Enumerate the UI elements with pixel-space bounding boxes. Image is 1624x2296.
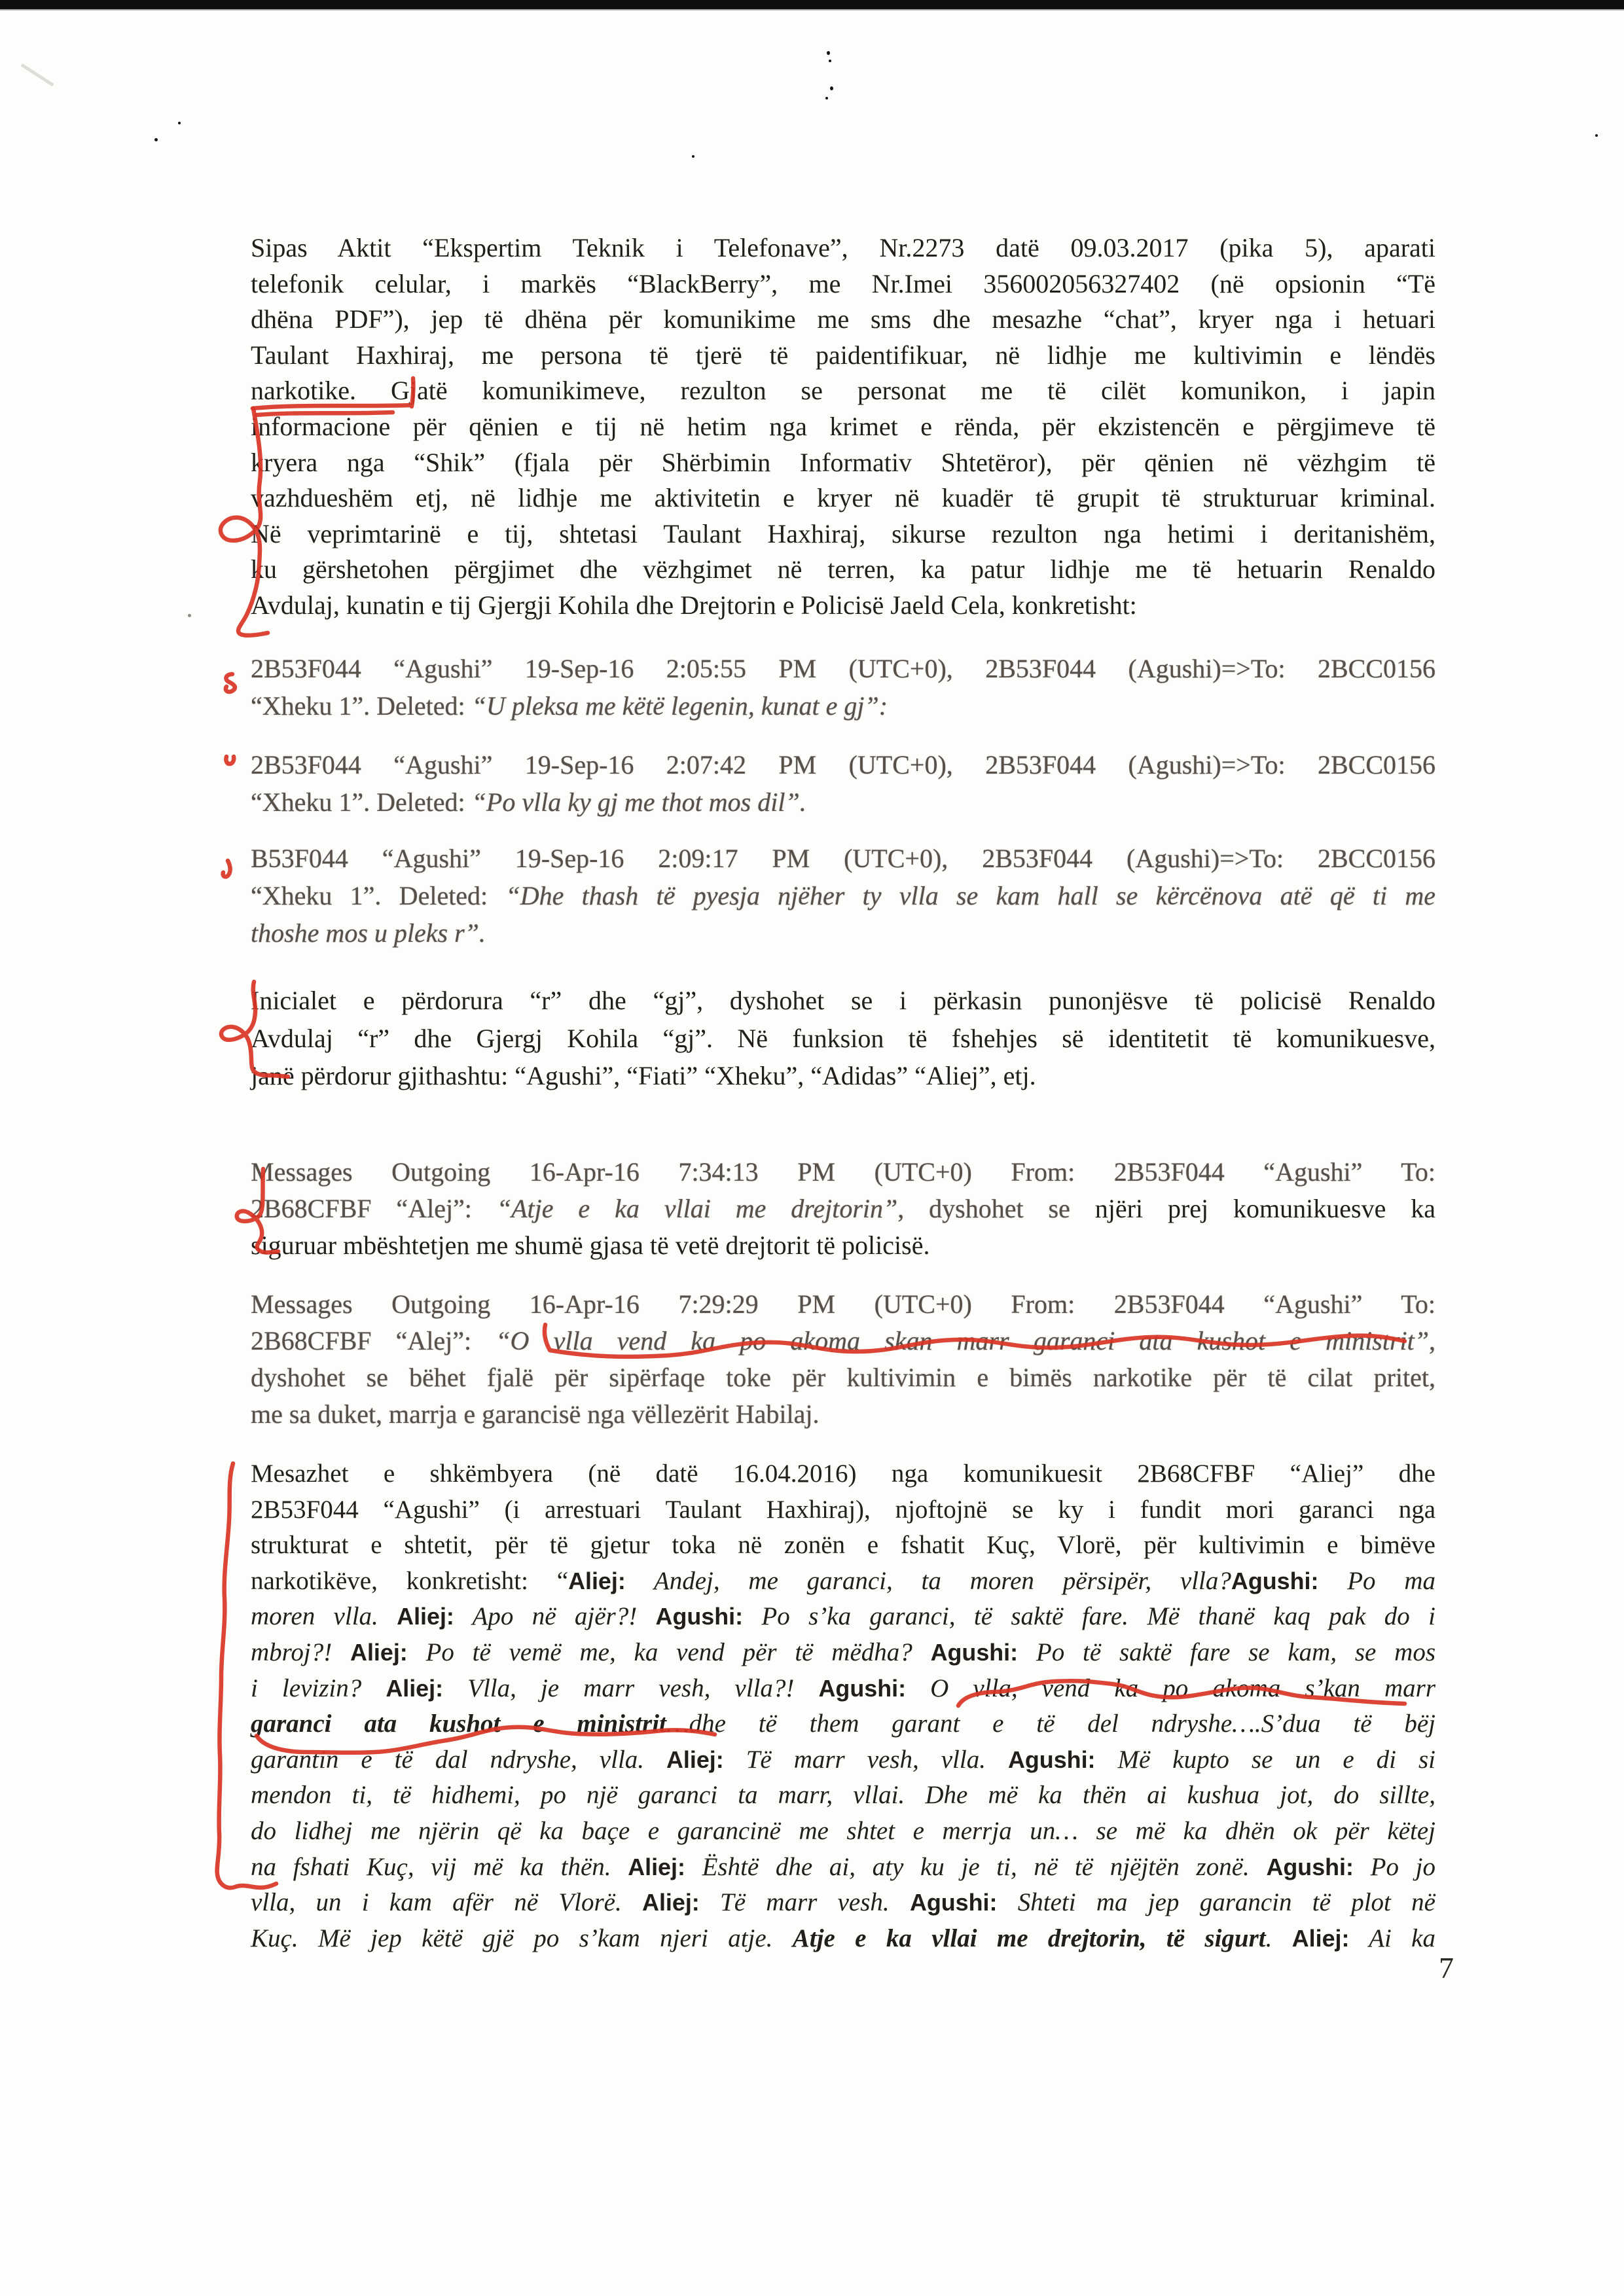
text-line xyxy=(251,1706,1435,1742)
text-line xyxy=(251,588,1435,624)
text-line xyxy=(251,1564,1435,1600)
text-segment: garantin e të dal ndryshe, vlla. xyxy=(251,1745,667,1774)
text-segment: Mesazhet e shkëmbyera (në datë 16.04.2016) nga komunikuesit 2B68CFBF “Aliej” dhe xyxy=(251,1460,1435,1488)
text-segment: Agushi: xyxy=(909,1890,998,1916)
text-segment: “Xheku 1”. Deleted: xyxy=(251,691,472,721)
paragraph-exchanged-messages xyxy=(251,1456,1435,1956)
text-line xyxy=(251,338,1435,374)
text-segment: Aliej: xyxy=(642,1890,700,1916)
scan-speck xyxy=(827,51,830,55)
text-line xyxy=(251,1778,1435,1814)
scan-speck xyxy=(692,155,695,158)
text-line xyxy=(251,230,1435,266)
text-segment: Agushi: xyxy=(930,1639,1019,1666)
text-line xyxy=(251,1020,1435,1058)
text-segment: Apo në ajër?! xyxy=(454,1602,656,1631)
text-line xyxy=(251,1154,1435,1191)
text-segment: thoshe mos u pleks r”. xyxy=(251,918,486,948)
text-segment: . xyxy=(1265,1924,1292,1952)
scan-speck xyxy=(830,86,833,90)
text-line xyxy=(251,1850,1435,1886)
text-segment: Aliej: xyxy=(397,1604,454,1630)
scan-speck xyxy=(188,614,191,617)
text-segment: Kuç. Më jep këtë gjë po s’kam njeri atje. xyxy=(251,1924,793,1952)
text-segment: na fshati Kuç, vij më ka thën. xyxy=(251,1852,628,1881)
text-segment: Agushi: xyxy=(655,1604,744,1630)
text-line xyxy=(251,982,1435,1020)
text-segment: Messages Outgoing 16-Apr-16 7:29:29 PM (UTC+0) From: 2B53F044 “Agushi” To: xyxy=(251,1289,1435,1319)
text-segment: mendon ti, të hidhemi, po një garanci ta marr, vllai. Dhe më ka thën ai kushua jot, do sillte, xyxy=(251,1781,1435,1810)
text-segment: vlla, un i kam afër në Vlorë. xyxy=(251,1888,643,1917)
text-segment: Aliej: xyxy=(666,1746,724,1773)
paragraph-initials xyxy=(251,982,1435,1095)
sms-entry-1 xyxy=(251,650,1435,725)
text-line xyxy=(251,1396,1435,1433)
sms-entry-3 xyxy=(251,840,1435,952)
text-segment: , xyxy=(1429,1326,1435,1355)
text-line xyxy=(251,1492,1435,1528)
text-line xyxy=(251,1286,1435,1323)
text-line xyxy=(251,1057,1435,1095)
red-mark-sms-1 xyxy=(226,674,235,692)
text-segment: Messages Outgoing 16-Apr-16 7:34:13 PM (UTC+0) From: 2B53F044 “Agushi” To: xyxy=(251,1157,1435,1187)
text-line xyxy=(251,1359,1435,1396)
text-segment: “Xheku 1”. Deleted: xyxy=(251,881,506,910)
text-segment: “U pleksa me këtë legenin, kunat e gj”: xyxy=(471,691,888,721)
text-segment: 2B53F044 “Agushi” 19-Sep-16 2:05:55 PM (UTC+0), 2B53F044 (Agushi)=>To: 2BCC0156 xyxy=(251,654,1435,683)
text-segment: informacione për qënien e tij në hetim nga krimet e rënda, për ekzistencën e përgjimeve të xyxy=(251,411,1435,441)
text-line xyxy=(251,1323,1435,1359)
text-segment: dyshohet se bëhet fjalë për sipërfaqe toke për kultivimin e bimës narkotike për të cilat pritet, xyxy=(251,1363,1435,1392)
text-segment: Më kupto se un e di si xyxy=(1095,1745,1435,1774)
text-segment: Po s’ka garanci, të saktë fare. Më thanë kaq pak do i xyxy=(743,1602,1435,1631)
text-segment: Agushi: xyxy=(818,1675,907,1702)
text-segment: 2B68CFBF “Alej”: xyxy=(251,1194,497,1223)
text-line xyxy=(251,1742,1435,1778)
text-segment: Agushi: xyxy=(1266,1854,1354,1880)
text-segment: 2B68CFBF “Alej”: xyxy=(251,1326,496,1355)
text-segment: narkotikëve, konkretisht: “ xyxy=(251,1566,569,1595)
text-segment: vazhdueshëm etj, në lidhje me aktivitetin e kryer në kuadër të grupit të strukturuar kriminal. xyxy=(251,483,1435,513)
text-segment: Të marr vesh, vlla. xyxy=(723,1745,1008,1774)
text-line xyxy=(251,1635,1435,1671)
text-segment: njëri prej komunikuesve ka xyxy=(1094,1194,1436,1223)
scan-speck xyxy=(154,138,158,141)
text-segment: Po jo xyxy=(1353,1852,1435,1881)
text-line xyxy=(251,266,1435,302)
text-segment: Vlla, je marr vesh, vlla?! xyxy=(443,1674,819,1702)
text-line xyxy=(251,302,1435,338)
text-segment: B53F044 “Agushi” 19-Sep-16 2:09:17 PM (UTC+0), 2B53F044 (Agushi)=>To: 2BCC0156 xyxy=(251,844,1435,873)
text-segment: “Dhe thash të pyesja njëher ty vlla se kam hall se kërcënova atë që ti me xyxy=(505,881,1435,910)
text-segment: Është dhe ai, aty ku je ti, në të njëjtën zonë. xyxy=(685,1852,1267,1881)
text-segment: Po ma xyxy=(1318,1566,1436,1595)
text-segment: strukturat e shtetit, për të gjetur toka në zonën e fshatit Kuç, Vlorë, për kultivimin e bimëve xyxy=(251,1531,1435,1560)
text-segment: 2B53F044 “Agushi” (i arrestuari Taulant Haxhiraj), njoftojnë se ky i fundit mori garanci nga xyxy=(251,1495,1435,1524)
text-line xyxy=(251,1671,1435,1707)
text-segment: Sipas Aktit “Ekspertim Teknik i Telefonave”, Nr.2273 datë 09.03.2017 (pika 5), aparati xyxy=(251,233,1435,262)
scan-speck xyxy=(1595,134,1598,137)
text-line xyxy=(251,1814,1435,1850)
text-segment: i levizin? xyxy=(251,1674,386,1702)
text-line xyxy=(251,409,1435,445)
text-line xyxy=(251,1227,1435,1264)
scan-speck xyxy=(829,60,831,62)
text-segment: Shteti ma jep garancin të plot në xyxy=(997,1888,1435,1917)
text-line xyxy=(251,1191,1435,1227)
text-segment: Agushi: xyxy=(1007,1746,1096,1773)
text-line xyxy=(251,746,1435,783)
text-segment: O vlla, vend ka po akoma s’kan marr xyxy=(906,1674,1436,1702)
text-segment: Të marr vesh. xyxy=(699,1888,910,1917)
scan-speck xyxy=(825,97,828,99)
message-outgoing-73413 xyxy=(251,1154,1435,1264)
text-segment: Aliej: xyxy=(628,1854,685,1880)
paragraph-expert-act xyxy=(251,230,1435,624)
sms-entry-2 xyxy=(251,746,1435,821)
text-segment: Ai ka xyxy=(1349,1924,1435,1952)
text-segment: Inicialet e përdorura “r” dhe “gj”, dyshohet se i përkasin punonjësve të policisë Renaldo xyxy=(251,986,1435,1015)
text-segment: “Po vlla ky gj me thot mos dil”. xyxy=(471,787,806,817)
text-segment: , dyshohet se xyxy=(897,1194,1095,1223)
text-segment: kryera nga “Shik” (fjala për Shërbimin Informativ Shtetëror), për qënien në vëzhgim të xyxy=(251,447,1435,477)
text-line xyxy=(251,480,1435,516)
text-segment: Aliej: xyxy=(568,1568,626,1594)
text-segment: Avdulaj “r” dhe Gjergj Kohila “gj”. Në funksion të fshehjes së identitetit të komunikuesve, xyxy=(251,1023,1435,1053)
text-segment: Taulant Haxhiraj, me persona të tjerë të paidentifikuar, në lidhje me kultivimin e lëndës xyxy=(251,340,1435,370)
text-segment: dhëna PDF”), jep të dhëna për komunikime me sms dhe mesazhe “chat”, kryer nga i hetuari xyxy=(251,304,1435,334)
text-segment: siguruar mbështetjen me shumë gjasa të vetë drejtorit të policisë. xyxy=(251,1230,930,1260)
text-line xyxy=(251,516,1435,552)
scan-speck xyxy=(178,122,181,124)
text-segment: narkotike. Gjatë komunikimeve, rezulton se personat me të cilët komunikon, i japin xyxy=(251,376,1435,406)
scanner-edge-artifact xyxy=(0,0,1624,9)
text-line xyxy=(251,1885,1435,1921)
scan-smudge xyxy=(20,63,54,87)
text-line xyxy=(251,914,1435,952)
red-mark-sms-2 xyxy=(226,757,234,764)
text-line xyxy=(251,687,1435,725)
page-number: 7 xyxy=(1439,1951,1454,1984)
text-line xyxy=(251,1456,1435,1492)
text-line xyxy=(251,1921,1435,1957)
text-segment: Në veprimtarinë e tij, shtetasi Taulant Haxhiraj, sikurse rezulton nga hetimi i deritanishëm, xyxy=(251,518,1435,548)
message-outgoing-72929 xyxy=(251,1286,1435,1433)
text-segment: me sa duket, marrja e garancisë nga vëllezërit Habilaj. xyxy=(251,1399,820,1429)
text-segment: Andej, me garanci, ta moren përsipër, vlla? xyxy=(625,1566,1231,1595)
text-line xyxy=(251,877,1435,914)
red-mark-sms-3 xyxy=(223,861,230,877)
text-segment: “Atje e ka vllai me drejtorin” xyxy=(496,1194,898,1223)
text-line xyxy=(251,373,1435,409)
text-segment: Atje e ka vllai me drejtorin, të sigurt xyxy=(792,1924,1266,1952)
text-segment: mbroj?! xyxy=(251,1638,351,1666)
text-segment: do lidhej me njërin që ka baçe e garancinë me shtet e merrja un… se më ka dhën ok për këtej xyxy=(251,1816,1435,1845)
text-segment: Aliej: xyxy=(350,1639,408,1666)
text-segment: ku gërshetohen përgjimet dhe vëzhgimet në terren, ka patur lidhje me të hetuarin Renaldo xyxy=(251,554,1435,584)
text-segment: Aliej: xyxy=(1291,1925,1350,1952)
text-segment: janë përdorur gjithashtu: “Agushi”, “Fiati” “Xheku”, “Adidas” “Aliej”, etj. xyxy=(251,1061,1036,1090)
text-line xyxy=(251,783,1435,821)
text-line xyxy=(251,840,1435,877)
text-segment: …dhe të them garant e të del ndryshe….S’dua të bëj xyxy=(666,1710,1435,1738)
text-segment: Po të saktë fare se kam, se mos xyxy=(1018,1638,1436,1666)
text-segment: Aliej: xyxy=(386,1675,444,1702)
text-segment: 2B53F044 “Agushi” 19-Sep-16 2:07:42 PM (UTC+0), 2B53F044 (Agushi)=>To: 2BCC0156 xyxy=(251,750,1435,780)
text-segment: “Xheku 1”. Deleted: xyxy=(251,787,472,817)
text-segment: “O vlla vend ka po akoma skan marr garanci ata kushot e ministrit” xyxy=(496,1326,1429,1355)
text-line xyxy=(251,1599,1435,1635)
text-line xyxy=(251,445,1435,481)
text-segment: moren vlla. xyxy=(251,1602,397,1631)
text-line xyxy=(251,552,1435,588)
text-line xyxy=(251,1528,1435,1564)
text-segment: telefonik celular, i markës “BlackBerry”, me Nr.Imei 356002056327402 (në opsionin “Të xyxy=(251,268,1435,298)
text-segment: Po të vemë me, ka vend për të mëdha? xyxy=(407,1638,931,1666)
text-line xyxy=(251,650,1435,687)
text-segment: Avdulaj, kunatin e tij Gjergji Kohila dhe Drejtorin e Policisë Jaeld Cela, konkretisht: xyxy=(251,590,1137,620)
text-segment: garanci ata kushot e ministrit xyxy=(251,1710,666,1738)
text-segment: Agushi: xyxy=(1231,1568,1319,1594)
